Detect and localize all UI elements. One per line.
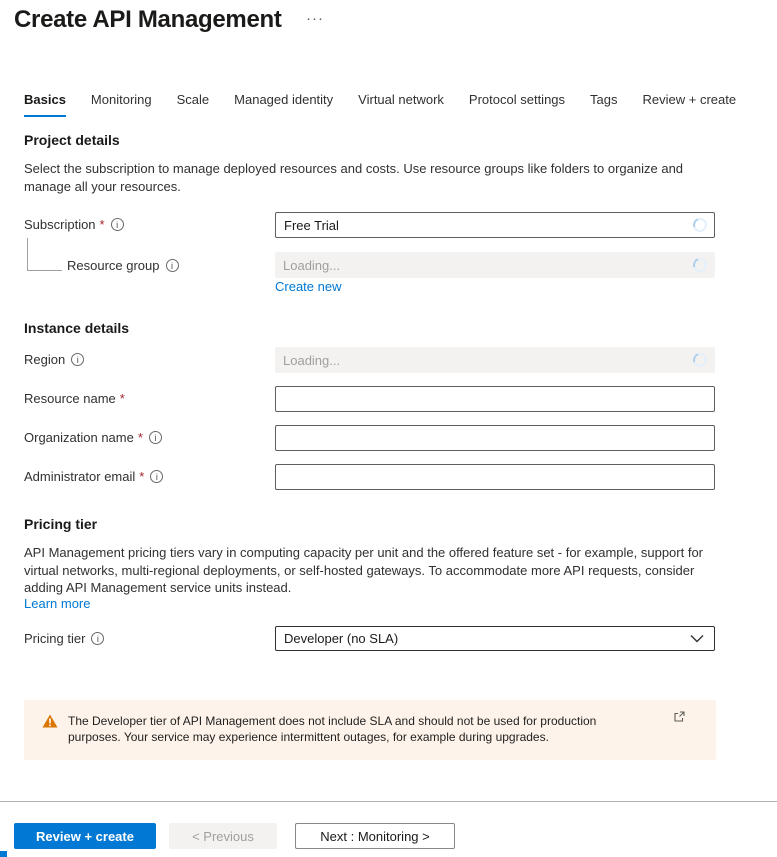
bottom-left-artifact: [0, 851, 7, 857]
resource-group-label-text: Resource group: [67, 258, 160, 273]
form-tabs: [24, 92, 736, 117]
required-asterisk: *: [119, 391, 125, 406]
organization-name-input[interactable]: [275, 425, 715, 451]
warning-message-bar: [24, 700, 716, 760]
tab-review-create[interactable]: Review + create: [642, 92, 737, 107]
warning-message-text: The Developer tier of API Management does not include SLA and should not be used for production purposes. Your service may experience intermittent outages, for example during upgrades.: [68, 714, 597, 744]
chevron-down-icon: [690, 634, 704, 643]
info-icon[interactable]: i: [111, 218, 124, 231]
required-asterisk: *: [139, 469, 145, 484]
region-label-text: Region: [24, 352, 66, 367]
info-icon[interactable]: i: [166, 259, 179, 272]
resource-name-field: [275, 386, 715, 412]
info-icon[interactable]: i: [150, 470, 163, 483]
pricing-tier-heading: Pricing tier: [24, 516, 98, 532]
required-asterisk: *: [99, 217, 105, 232]
create-new-link[interactable]: Create new: [275, 279, 342, 294]
pricing-tier-select[interactable]: [275, 626, 715, 651]
organization-name-label-text: Organization name: [24, 430, 134, 445]
info-icon[interactable]: i: [71, 353, 84, 366]
external-link-icon[interactable]: [674, 709, 685, 727]
tab-tags[interactable]: Tags: [590, 92, 618, 107]
project-details-heading: Project details: [24, 132, 120, 148]
administrator-email-label-text: Administrator email: [24, 469, 136, 484]
tab-managed-identity[interactable]: Managed identity: [234, 92, 334, 107]
pricing-tier-label: [24, 631, 104, 646]
region-field: [275, 347, 715, 373]
page-title: Create API Management: [14, 6, 282, 33]
footer-divider: [0, 801, 777, 802]
subscription-label-text: Subscription: [24, 217, 96, 232]
tab-basics[interactable]: Basics: [24, 92, 66, 117]
instance-details-heading: Instance details: [24, 320, 130, 336]
resource-name-label-text: Resource name: [24, 391, 116, 406]
required-asterisk: *: [137, 430, 143, 445]
subscription-field: [275, 212, 715, 238]
next-monitoring-button[interactable]: Next : Monitoring >: [295, 823, 455, 849]
tab-scale[interactable]: Scale: [176, 92, 210, 107]
region-loading-field: Loading...: [275, 347, 715, 373]
administrator-email-field: [275, 464, 715, 490]
learn-more-link[interactable]: Learn more: [24, 596, 91, 611]
tab-monitoring[interactable]: Monitoring: [90, 92, 152, 107]
resource-name-input[interactable]: [275, 386, 715, 412]
resource-name-label: [24, 391, 125, 406]
pricing-tier-description: API Management pricing tiers vary in computing capacity per unit and the offered feature set - for example, support for virtual networks, multi-regional deployments, or self-hosted gateways. To accommodate more API requests, consider adding API Management service units instead.: [24, 545, 704, 595]
organization-name-field: [275, 425, 715, 451]
subscription-label: [24, 217, 124, 232]
resource-group-label: [67, 258, 179, 273]
administrator-email-label: [24, 469, 163, 484]
previous-button: < Previous: [169, 823, 277, 849]
project-details-description: Select the subscription to manage deployed resources and costs. Use resource groups like folders to organize and manage all your resources.: [24, 161, 684, 194]
review-create-button[interactable]: Review + create: [14, 823, 156, 849]
subscription-resource-group-connector: [27, 238, 62, 271]
info-icon[interactable]: i: [91, 632, 104, 645]
administrator-email-input[interactable]: [275, 464, 715, 490]
subscription-input[interactable]: [275, 212, 715, 238]
organization-name-label: [24, 430, 162, 445]
pricing-tier-label-text: Pricing tier: [24, 631, 86, 646]
resource-group-field: [275, 252, 715, 278]
resource-group-loading-field: Loading...: [275, 252, 715, 278]
region-label: [24, 352, 84, 367]
warning-triangle-icon: [42, 714, 58, 745]
tab-virtual-network[interactable]: Virtual network: [358, 92, 444, 107]
tab-protocol-settings[interactable]: Protocol settings: [468, 92, 566, 107]
more-options-icon[interactable]: ···: [306, 10, 324, 27]
info-icon[interactable]: i: [149, 431, 162, 444]
pricing-tier-selected-value: Developer (no SLA): [284, 631, 399, 646]
